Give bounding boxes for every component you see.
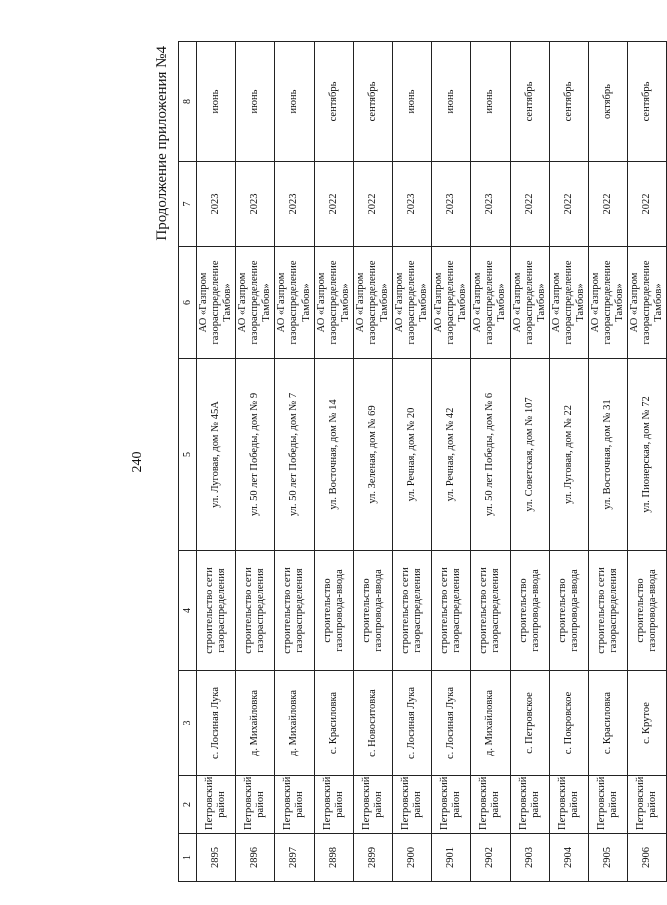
district-cell: Петровский район: [392, 776, 431, 834]
month-cell: сентябрь: [353, 42, 392, 162]
organization-cell: АО «Газпром газораспределение Тамбов»: [236, 247, 275, 359]
table-row: [392, 42, 431, 882]
table-row: [510, 42, 549, 882]
organization-cell: АО «Газпром газораспределение Тамбов»: [471, 247, 510, 359]
district-cell: Петровский район: [549, 776, 588, 834]
work-type-cell: строительство сети газораспределения: [392, 551, 431, 671]
table-row: [353, 42, 392, 882]
address-cell: ул. 50 лет Победы, дом № 6: [471, 359, 510, 551]
month-cell: июнь: [471, 42, 510, 162]
month-cell: сентябрь: [549, 42, 588, 162]
district-cell: Петровский район: [236, 776, 275, 834]
registry-table: [178, 41, 667, 882]
table-row: [628, 42, 667, 882]
address-cell: ул. 50 лет Победы, дом № 7: [275, 359, 314, 551]
address-cell: ул. Восточная, дом № 31: [588, 359, 627, 551]
organization-cell: АО «Газпром газораспределение Тамбов»: [432, 247, 471, 359]
month-cell: сентябрь: [314, 42, 353, 162]
address-cell: ул. Советская, дом № 107: [510, 359, 549, 551]
settlement-cell: с. Покровское: [549, 671, 588, 776]
year-cell: 2022: [510, 162, 549, 247]
row-number-cell: 2898: [314, 834, 353, 882]
organization-cell: АО «Газпром газораспределение Тамбов»: [314, 247, 353, 359]
district-cell: Петровский район: [353, 776, 392, 834]
organization-cell: АО «Газпром газораспределение Тамбов»: [275, 247, 314, 359]
district-cell: Петровский район: [197, 776, 236, 834]
address-cell: ул. Пионерская, дом № 72: [628, 359, 667, 551]
year-cell: 2023: [432, 162, 471, 247]
settlement-cell: с. Лосиная Лука: [197, 671, 236, 776]
row-number-cell: 2899: [353, 834, 392, 882]
table-row: [432, 42, 471, 882]
year-cell: 2023: [275, 162, 314, 247]
work-type-cell: строительство сети газораспределения: [471, 551, 510, 671]
header-row: [179, 42, 197, 882]
column-header: 7: [179, 162, 197, 247]
column-header: 6: [179, 247, 197, 359]
month-cell: июнь: [432, 42, 471, 162]
work-type-cell: строительство сети газораспределения: [588, 551, 627, 671]
organization-cell: АО «Газпром газораспределение Тамбов»: [549, 247, 588, 359]
column-header: 5: [179, 359, 197, 551]
address-cell: ул. Луговая, дом № 45А: [197, 359, 236, 551]
work-type-cell: строительство сети газораспределения: [275, 551, 314, 671]
settlement-cell: с. Красиловка: [314, 671, 353, 776]
organization-cell: АО «Газпром газораспределение Тамбов»: [588, 247, 627, 359]
year-cell: 2022: [314, 162, 353, 247]
row-number-cell: 2903: [510, 834, 549, 882]
year-cell: 2023: [471, 162, 510, 247]
row-number-cell: 2897: [275, 834, 314, 882]
settlement-cell: с. Новоситовка: [353, 671, 392, 776]
settlement-cell: д. Михайловка: [471, 671, 510, 776]
address-cell: ул. 50 лет Победы, дом № 9: [236, 359, 275, 551]
district-cell: Петровский район: [588, 776, 627, 834]
address-cell: ул. Речная, дом № 42: [432, 359, 471, 551]
row-number-cell: 2895: [197, 834, 236, 882]
district-cell: Петровский район: [628, 776, 667, 834]
month-cell: сентябрь: [510, 42, 549, 162]
district-cell: Петровский район: [471, 776, 510, 834]
row-number-cell: 2905: [588, 834, 627, 882]
column-header: 1: [179, 834, 197, 882]
table-row: [314, 42, 353, 882]
settlement-cell: с. Крутое: [628, 671, 667, 776]
work-type-cell: строительство газопровода-ввода: [353, 551, 392, 671]
column-header: 3: [179, 671, 197, 776]
column-header: 2: [179, 776, 197, 834]
continuation-title: Продолжение приложения №4: [154, 46, 170, 241]
table-row: [588, 42, 627, 882]
table-row: [471, 42, 510, 882]
work-type-cell: строительство газопровода-ввода: [628, 551, 667, 671]
row-number-cell: 2902: [471, 834, 510, 882]
year-cell: 2022: [353, 162, 392, 247]
district-cell: Петровский район: [275, 776, 314, 834]
organization-cell: АО «Газпром газораспределение Тамбов»: [628, 247, 667, 359]
work-type-cell: строительство газопровода-ввода: [314, 551, 353, 671]
settlement-cell: с. Красиловка: [588, 671, 627, 776]
work-type-cell: строительство сети газораспределения: [197, 551, 236, 671]
year-cell: 2022: [549, 162, 588, 247]
settlement-cell: д. Михайловка: [275, 671, 314, 776]
address-cell: ул. Луговая, дом № 22: [549, 359, 588, 551]
work-type-cell: строительство сети газораспределения: [236, 551, 275, 671]
year-cell: 2022: [588, 162, 627, 247]
month-cell: июнь: [197, 42, 236, 162]
address-cell: ул. Восточная, дом № 14: [314, 359, 353, 551]
row-number-cell: 2896: [236, 834, 275, 882]
row-number-cell: 2906: [628, 834, 667, 882]
column-header: 8: [179, 42, 197, 162]
year-cell: 2023: [236, 162, 275, 247]
settlement-cell: с. Лосиная Лука: [392, 671, 431, 776]
column-header: 4: [179, 551, 197, 671]
month-cell: сентябрь: [628, 42, 667, 162]
year-cell: 2022: [628, 162, 667, 247]
district-cell: Петровский район: [432, 776, 471, 834]
settlement-cell: с. Петровское: [510, 671, 549, 776]
month-cell: июнь: [275, 42, 314, 162]
year-cell: 2023: [392, 162, 431, 247]
month-cell: июнь: [392, 42, 431, 162]
organization-cell: АО «Газпром газораспределение Тамбов»: [510, 247, 549, 359]
work-type-cell: строительство сети газораспределения: [432, 551, 471, 671]
table-row: [197, 42, 236, 882]
table-row: [236, 42, 275, 882]
district-cell: Петровский район: [314, 776, 353, 834]
organization-cell: АО «Газпром газораспределение Тамбов»: [392, 247, 431, 359]
month-cell: октябрь: [588, 42, 627, 162]
work-type-cell: строительство газопровода-ввода: [510, 551, 549, 671]
address-cell: ул. Зеленая, дом № 69: [353, 359, 392, 551]
organization-cell: АО «Газпром газораспределение Тамбов»: [353, 247, 392, 359]
month-cell: июнь: [236, 42, 275, 162]
year-cell: 2023: [197, 162, 236, 247]
row-number-cell: 2901: [432, 834, 471, 882]
rotated-page: [46, 42, 665, 882]
row-number-cell: 2900: [392, 834, 431, 882]
table-row: [549, 42, 588, 882]
district-cell: Петровский район: [510, 776, 549, 834]
settlement-cell: д. Михайловка: [236, 671, 275, 776]
row-number-cell: 2904: [549, 834, 588, 882]
settlement-cell: с. Лосиная Лука: [432, 671, 471, 776]
page-number: 240: [130, 451, 145, 473]
table-row: [275, 42, 314, 882]
address-cell: ул. Речная, дом № 20: [392, 359, 431, 551]
work-type-cell: строительство газопровода-ввода: [549, 551, 588, 671]
organization-cell: АО «Газпром газораспределение Тамбов»: [197, 247, 236, 359]
